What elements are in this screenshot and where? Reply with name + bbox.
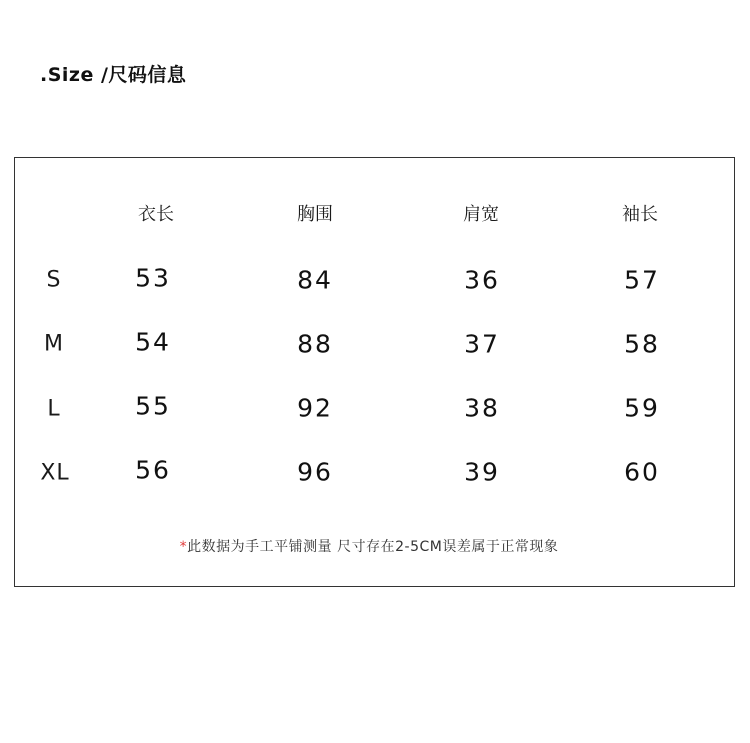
note-asterisk: * — [179, 539, 188, 555]
table-cell: 57 — [624, 265, 660, 295]
table-cell: 36 — [464, 265, 500, 295]
table-cell: 88 — [297, 329, 333, 359]
table-cell: 55 — [135, 391, 171, 421]
header-length: 衣长 — [138, 204, 174, 225]
size-label-s: S — [46, 267, 62, 293]
size-label-xl: XL — [40, 460, 70, 486]
header-shoulder: 肩宽 — [463, 204, 499, 225]
table-cell: 54 — [135, 327, 171, 357]
table-cell: 96 — [297, 457, 333, 487]
table-cell: 60 — [624, 457, 660, 487]
note-text: 此数据为手工平铺测量 尺寸存在2-5CM误差属于正常现象 — [187, 539, 559, 555]
size-chart-box — [14, 157, 735, 587]
size-label-m: M — [44, 331, 64, 357]
table-cell: 59 — [624, 393, 660, 423]
table-cell: 92 — [297, 393, 333, 423]
table-cell: 84 — [297, 265, 333, 295]
size-label-l: L — [47, 396, 61, 422]
table-cell: 56 — [135, 455, 171, 485]
header-chest: 胸围 — [297, 204, 333, 225]
header-sleeve: 袖长 — [622, 204, 658, 225]
page-title: .Size /尺码信息 — [40, 64, 187, 86]
measurement-note — [180, 536, 559, 556]
table-cell: 39 — [464, 457, 500, 487]
table-cell: 38 — [464, 393, 500, 423]
table-cell: 53 — [135, 263, 171, 293]
table-cell: 58 — [624, 329, 660, 359]
table-cell: 37 — [464, 329, 500, 359]
